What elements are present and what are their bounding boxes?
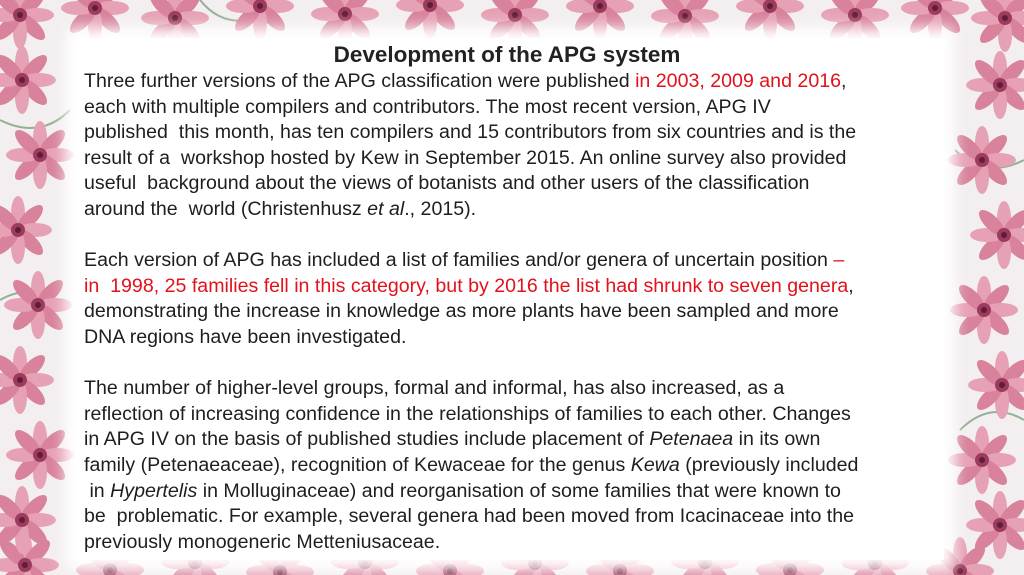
italic-text: Hypertelis (110, 479, 198, 502)
text-run: (previously included (679, 453, 859, 476)
text-line: reflection of increasing confidence in the relationships of families to each other. Changes (84, 402, 851, 425)
text-run: in Molluginaceae) and reorganisation of some families that were known to (197, 479, 841, 502)
text-line: published this month, has ten compilers and 15 contributors from six countries and is the (84, 121, 857, 144)
italic-text: Petenaea (649, 428, 734, 451)
text-line (84, 69, 944, 95)
highlighted-statement: in 1998, 25 families fell in this category, but by 2016 the list had shrunk to seven genera (84, 274, 849, 297)
italic-text: Kewa (630, 453, 680, 476)
text-run: family (Petenaeaceae), recognition of Kewaceae for the genus (84, 453, 631, 476)
text-run: , (841, 70, 847, 92)
text-line: previously monogeneric Metteniusaceae. (84, 530, 441, 553)
text-line (84, 197, 944, 223)
text-run: in its own (733, 428, 821, 451)
paragraph-higher-level-groups (84, 376, 944, 555)
highlighted-years: in 2003, 2009 and 2016 (635, 70, 842, 92)
text-run: around the world (Christenhusz (84, 197, 368, 220)
slide-title: Development of the APG system (333, 42, 681, 67)
text-line (84, 453, 944, 479)
text-line: each with multiple compilers and contributors. The most recent version, APG IV (84, 95, 771, 118)
text-run: ., 2015). (404, 197, 477, 220)
text-line (84, 248, 944, 274)
text-line: useful background about the views of botanists and other users of the classification (84, 172, 810, 195)
text-line (84, 479, 944, 505)
text-line (84, 274, 944, 300)
text-run: , (848, 274, 854, 297)
paragraph-apg-versions (84, 69, 944, 223)
text-run: in (84, 479, 111, 502)
text-run: Each version of APG has included a list of families and/or genera of uncertain position (84, 249, 834, 272)
text-line: DNA regions have been investigated. (84, 325, 407, 348)
highlighted-dash: – (833, 249, 845, 272)
slide-body (84, 69, 944, 555)
text-line: result of a workshop hosted by Kew in September 2015. An online survey also provided (84, 146, 847, 169)
text-line: demonstrating the increase in knowledge as more plants have been sampled and more (84, 300, 839, 323)
italic-text: et al (367, 197, 405, 220)
text-run: in APG IV on the basis of published studies include placement of (84, 428, 650, 451)
text-line: be problematic. For example, several genera had been moved from Icacinaceae into the (84, 505, 855, 528)
text-line (84, 427, 944, 453)
text-run: Three further versions of the APG classification were published (84, 70, 636, 92)
paragraph-uncertain-position (84, 248, 944, 350)
text-line: The number of higher-level groups, formal and informal, has also increased, as a (84, 377, 785, 400)
